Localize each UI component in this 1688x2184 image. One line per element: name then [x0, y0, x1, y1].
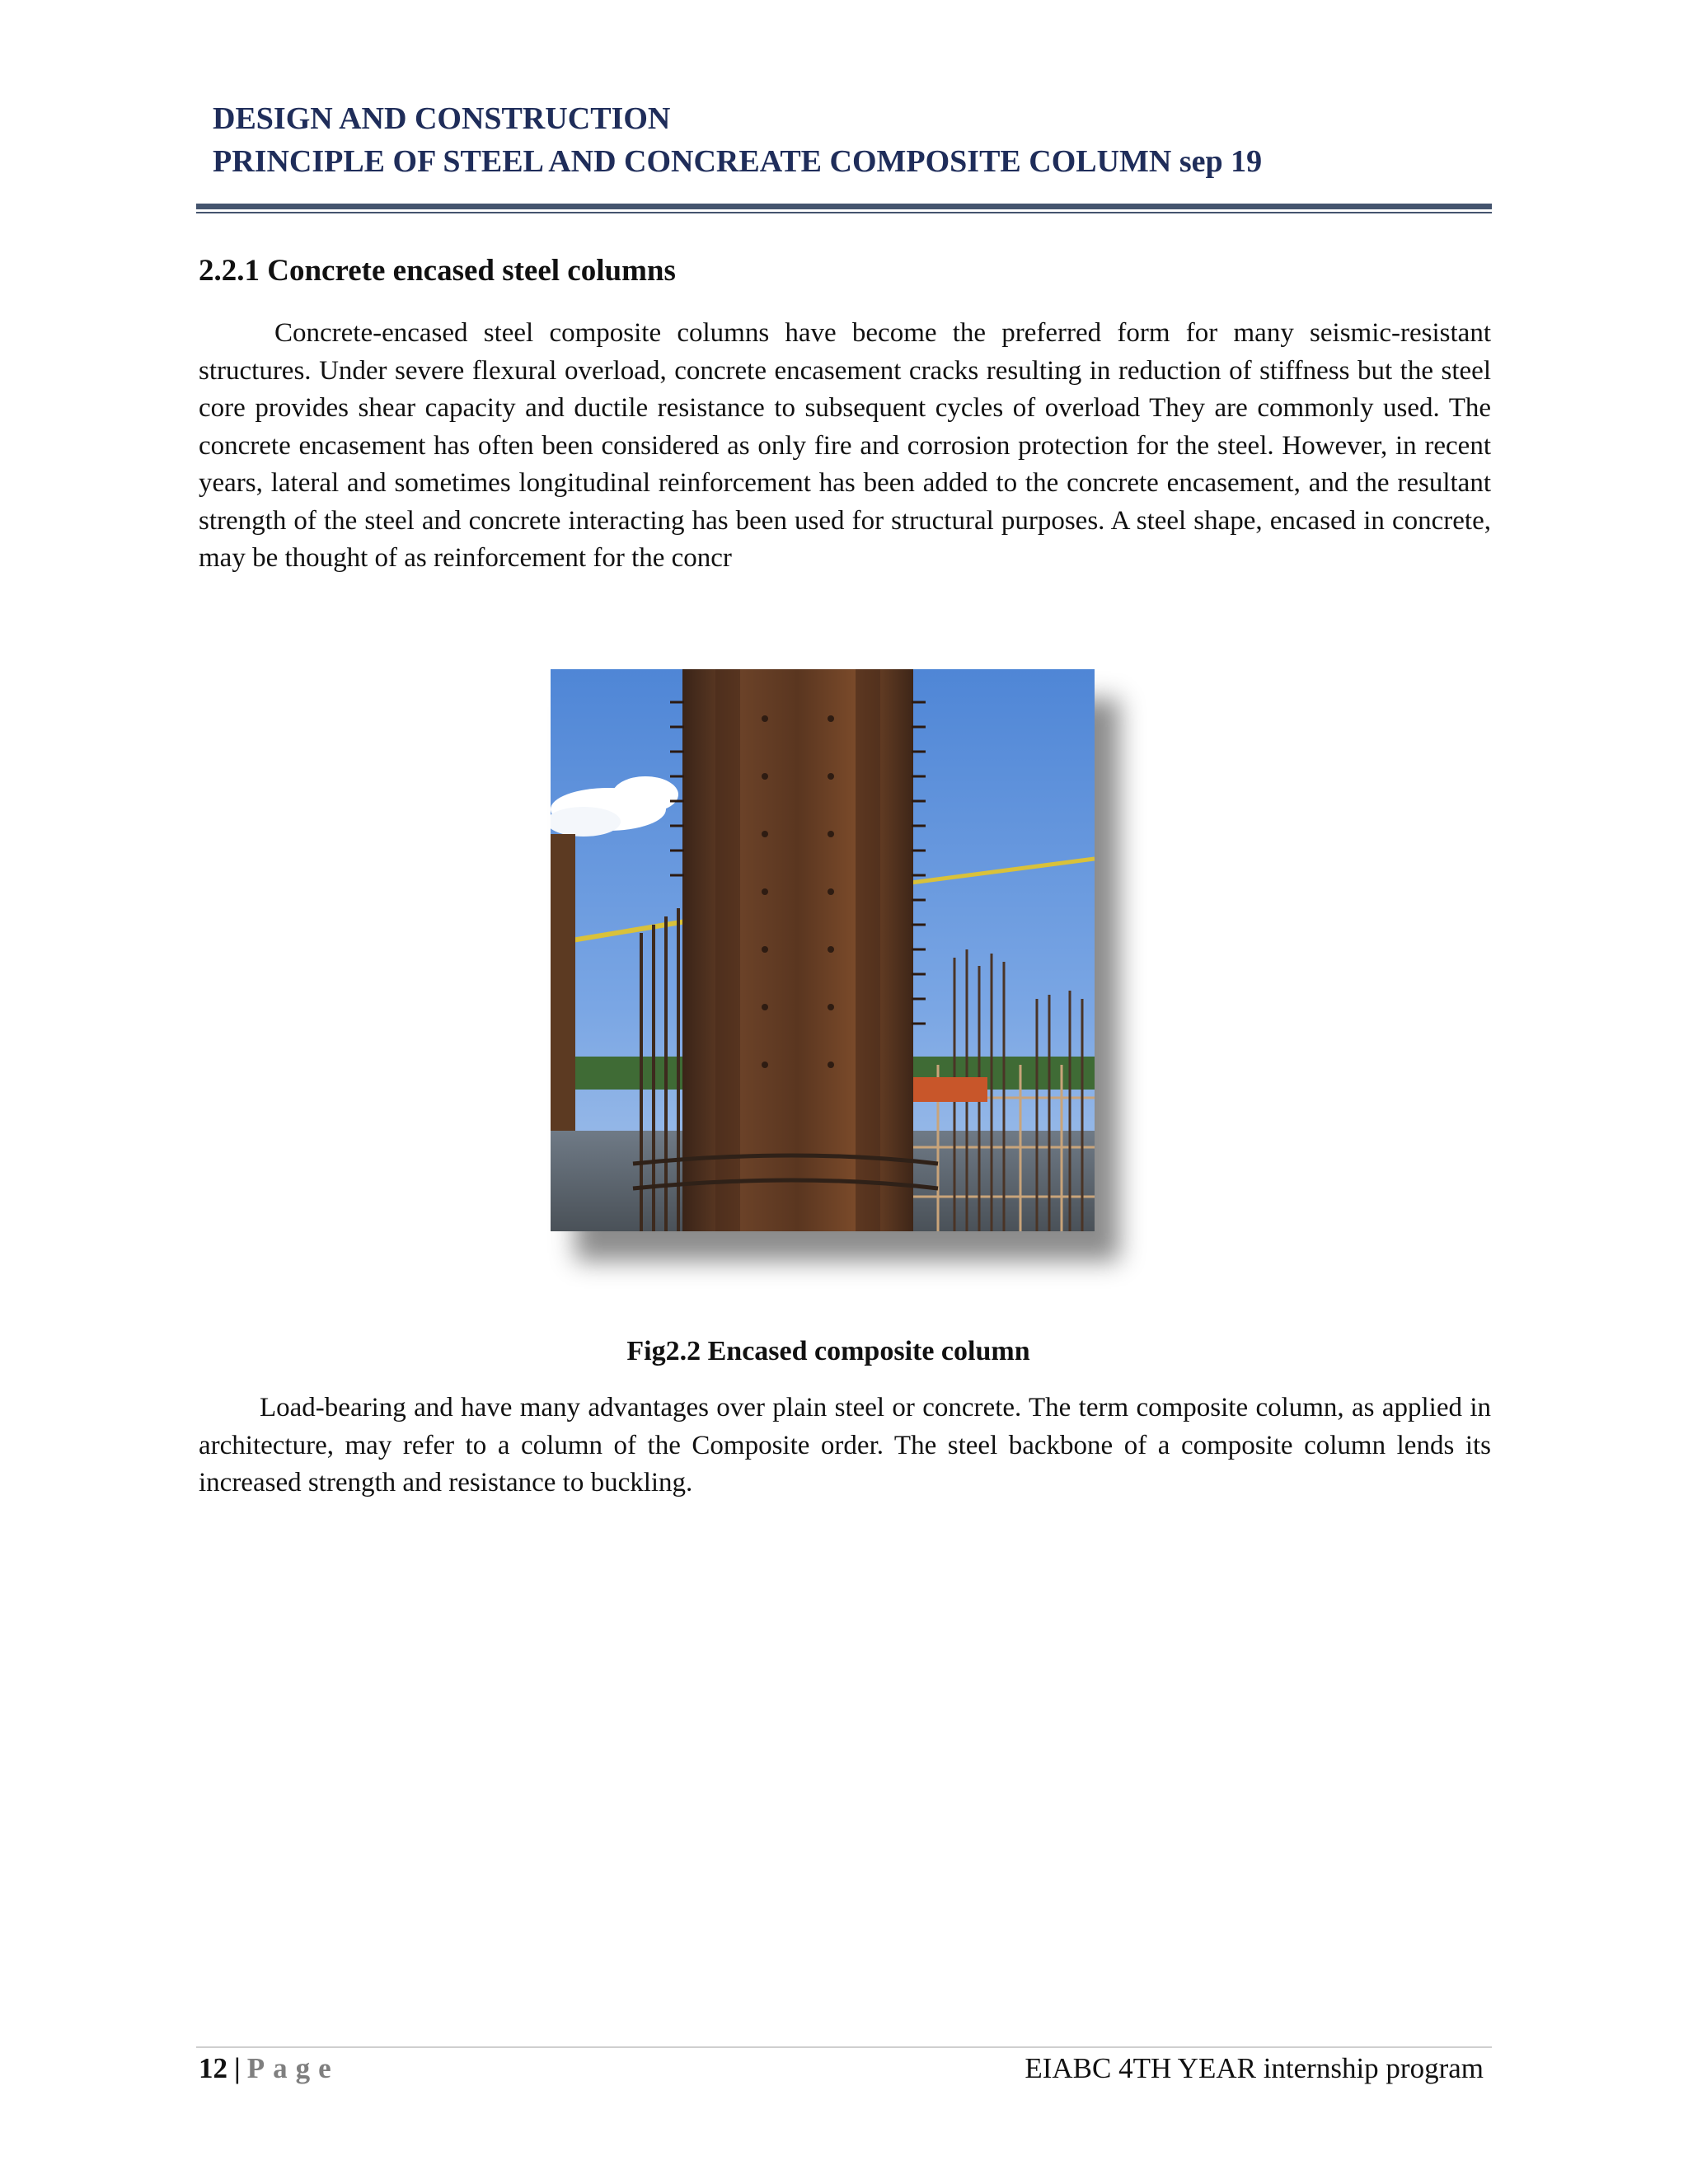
figure-caption: Fig2.2 Encased composite column — [626, 1336, 1030, 1366]
page-label: Page — [246, 2052, 340, 2084]
construction-site-illustration — [551, 669, 1095, 1231]
body-paragraph-2: Load-bearing and have many advantages over plain steel or concrete. The term composite column, as applied in architecture, may refer to a column of the Composite order. The steel backbone of a composite column lends its increased strength and resistance to buckling. — [199, 1393, 1491, 1497]
figure-photo-encased-column — [551, 669, 1095, 1231]
header-rule-thick — [196, 204, 1492, 209]
header-rule-thin — [196, 212, 1492, 213]
page-number: 12 — [199, 2052, 227, 2084]
footer-program: EIABC 4TH YEAR internship program — [1025, 2052, 1484, 2084]
body-paragraph-1: Concrete-encased steel composite columns have become the preferred form for many seismic-resistant structures. Under severe flexural overload, concrete encasement cracks resulting in reduction of stiffness but the steel core provides shear capacity and ductile resistance to subsequent cycles of overload They are commonly used. The concrete encasement has often been considered as only fire and corrosion protection for the steel. However, in recent years, lateral and sometimes longitudinal reinforcement has been added to the concrete encasement, and the resultant strength of the steel and concrete interacting has been used for structural purposes. A steel shape, encased in concrete, may be thought of as reinforcement for the concr — [199, 318, 1491, 573]
header-title-line1: DESIGN AND CONSTRUCTION — [213, 101, 671, 136]
section-heading: 2.2.1 Concrete encased steel columns — [199, 254, 676, 288]
page-separator: | — [234, 2052, 241, 2084]
header-title-line2: PRINCIPLE OF STEEL AND CONCREATE COMPOSITE COLUMN sep 19 — [213, 144, 1263, 179]
footer-rule — [196, 2046, 1492, 2048]
footer-page-info — [199, 2050, 340, 2088]
running-header — [213, 97, 1498, 183]
